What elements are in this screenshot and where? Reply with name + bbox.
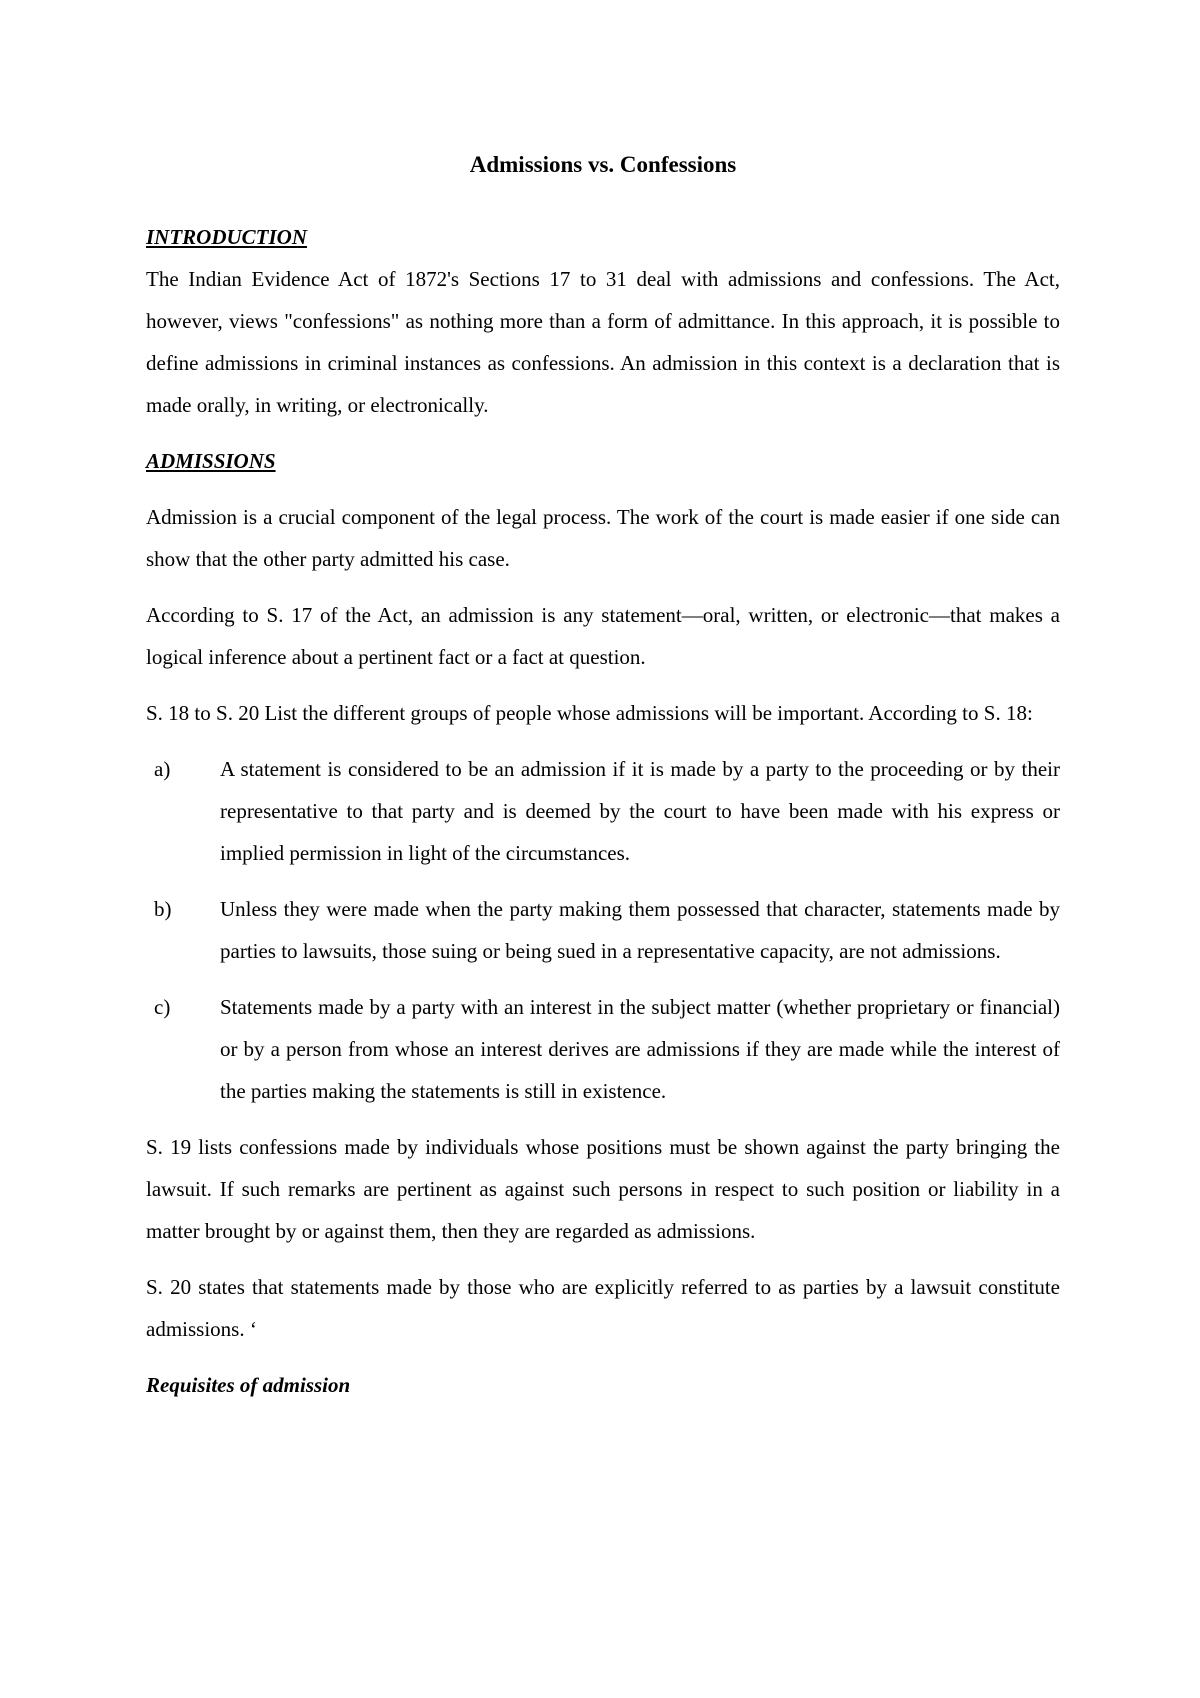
list-item: [146, 888, 1060, 972]
list-marker: b): [154, 897, 172, 921]
document-title: Admissions vs. Confessions: [469, 152, 737, 177]
section-18-list: [146, 748, 1060, 1112]
list-marker: a): [154, 757, 171, 781]
list-item: [146, 748, 1060, 874]
list-marker: c): [154, 995, 171, 1019]
section-19-paragraph: S. 19 lists confessions made by individuals whose positions must be shown against the party bringing the lawsuit. If such remarks are pertinent as against such persons in respect to such position or liability in a matter brought by or against them, then they are regarded as admissions.: [146, 1135, 1060, 1243]
admissions-paragraph-2: According to S. 17 of the Act, an admission is any statement—oral, written, or electronic—that makes a logical inference about a pertinent fact or a fact at question.: [146, 603, 1060, 669]
list-item-text: Unless they were made when the party making them possessed that character, statements made by parties to lawsuits, those suing or being sued in a representative capacity, are not admissions.: [220, 897, 1060, 963]
list-item-text: Statements made by a party with an interest in the subject matter (whether proprietary or financial) or by a person from whose an interest derives are admissions if they are made while the interest of the parties making the statements is still in existence.: [220, 995, 1060, 1103]
document-body: [146, 144, 1060, 1406]
section-20-paragraph: S. 20 states that statements made by those who are explicitly referred to as parties by a lawsuit constitute admissions. ‘: [146, 1275, 1060, 1341]
admissions-paragraph-1: Admission is a crucial component of the legal process. The work of the court is made easier if one side can show that the other party admitted his case.: [146, 505, 1060, 571]
introduction-paragraph: The Indian Evidence Act of 1872's Sections 17 to 31 deal with admissions and confessions. The Act, however, views "confessions" as nothing more than a form of admittance. In this approach, it is possible to define admissions in criminal instances as confessions. An admission in this context is a declaration that is made orally, in writing, or electronically.: [146, 267, 1060, 417]
requisites-heading: Requisites of admission: [146, 1373, 351, 1397]
list-item-text: A statement is considered to be an admission if it is made by a party to the proceeding or by their representative to that party and is deemed by the court to have been made with his express or implied permission in light of the circumstances.: [220, 757, 1060, 865]
introduction-heading: INTRODUCTION: [146, 225, 308, 249]
admissions-paragraph-3: S. 18 to S. 20 List the different groups of people whose admissions will be important. According to S. 18:: [146, 701, 1033, 725]
list-item: [146, 986, 1060, 1112]
admissions-heading: ADMISSIONS: [146, 449, 276, 473]
